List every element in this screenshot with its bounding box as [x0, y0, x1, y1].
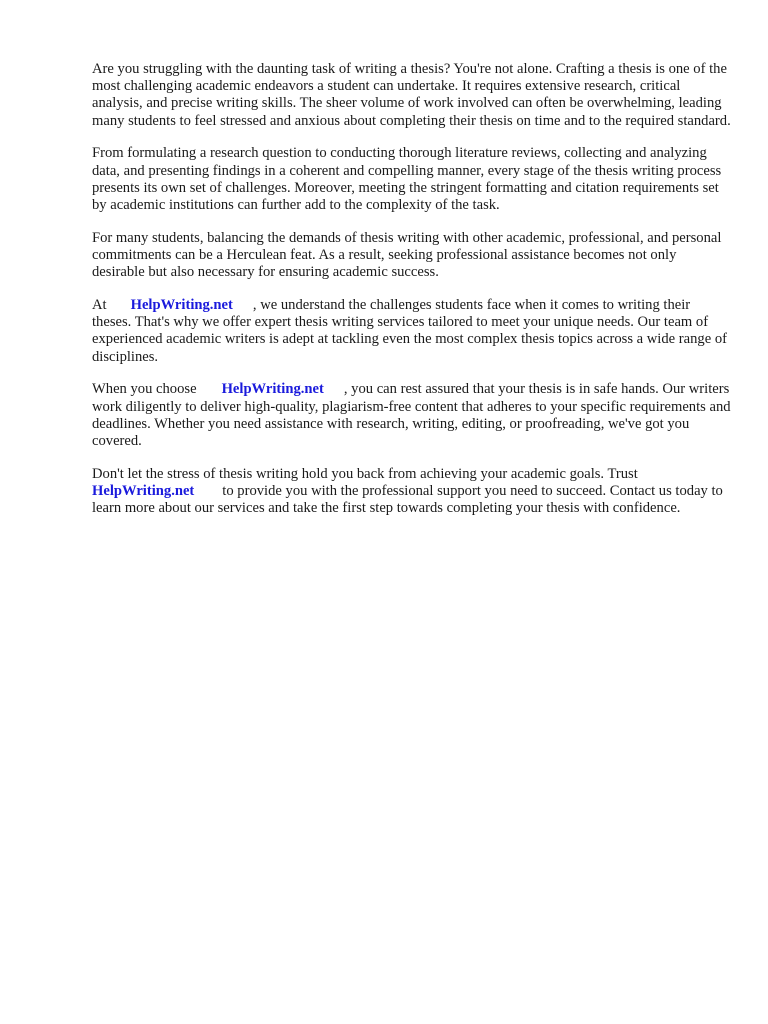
helpwriting-link-3[interactable]: HelpWriting.net	[92, 483, 195, 500]
paragraph-balancing	[92, 230, 732, 282]
helpwriting-link-2[interactable]: HelpWriting.net	[221, 381, 324, 398]
paragraph-challenges	[92, 145, 732, 214]
document-body	[92, 61, 732, 533]
paragraph-choose-text: , you can rest assured that your thesis is in safe hands. Our writers work diligently to deliver high-quality, plagiarism-free content that adheres to your specific requirements and deadlines. Whether you need assistance with research, writing, editing, or proofreading, we've got you covered.	[92, 381, 731, 450]
paragraph-intro-text: Are you struggling with the daunting task of writing a thesis? You're not alone. Crafting a thesis is one of the most challenging academic endeavors a student can undertake. It requires extensive research, critical analysis, and precise writing skills. The sheer volume of work involved can often be overwhelming, leading many students to feel stressed and anxious about completing their thesis on time and to the required standard.	[92, 61, 731, 129]
paragraph-choose-lead: When you choose	[92, 381, 197, 398]
paragraph-balancing-text: For many students, balancing the demands of thesis writing with other academic, professional, and personal commitments can be a Herculean feat. As a result, seeking professional assistance becomes not only desirable but also necessary for ensuring academic success.	[92, 229, 722, 281]
paragraph-about-text: , we understand the challenges students face when it comes to writing their theses. That's why we offer expert thesis writing services tailored to meet your unique needs. Our team of experienced academic writers is adept at tackling even the most complex thesis topics across a wide range of disciplines.	[92, 297, 727, 365]
paragraph-challenges-text: From formulating a research question to conducting thorough literature reviews, collecting and analyzing data, and presenting findings in a coherent and compelling manner, every stage of the thesis writing process presents its own set of challenges. Moreover, meeting the stringent formatting and citation requirements set by academic institutions can further add to the complexity of the task.	[92, 145, 722, 214]
paragraph-choose	[92, 381, 732, 450]
paragraph-about	[92, 297, 732, 366]
paragraph-about-lead: At	[92, 297, 107, 314]
paragraph-closing-text: to provide you with the professional support you need to succeed. Contact us today to learn more about our services and take the first step towards completing your thesis with confidence.	[92, 483, 723, 517]
paragraph-intro	[92, 61, 732, 130]
helpwriting-link-1[interactable]: HelpWriting.net	[130, 297, 233, 314]
paragraph-closing-lead: Don't let the stress of thesis writing hold you back from achieving your academic goals. Trust	[92, 465, 638, 482]
paragraph-closing	[92, 466, 732, 518]
